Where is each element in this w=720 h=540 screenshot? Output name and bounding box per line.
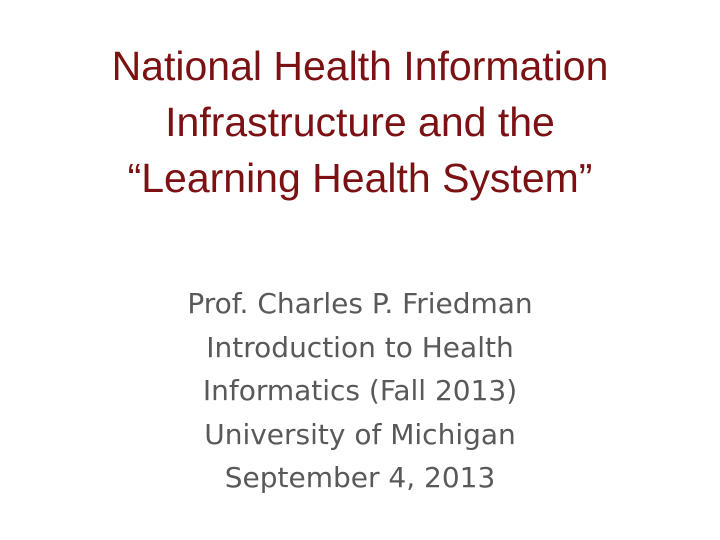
presentation-date: September 4, 2013 [224,461,496,494]
title-line-1: National Health Information [111,43,609,89]
title-line-3: “Learning Health System” [127,155,593,201]
title-line-2: Infrastructure and the [165,99,555,145]
slide-subtitle [60,282,660,500]
institution: University of Michigan [204,417,516,451]
course-name-line-1: Introduction to Health [206,330,514,364]
slide-title [40,38,680,206]
course-name-line-2: Informatics (Fall 2013) [202,374,518,407]
presenter-name: Prof. Charles P. Friedman [187,287,533,320]
